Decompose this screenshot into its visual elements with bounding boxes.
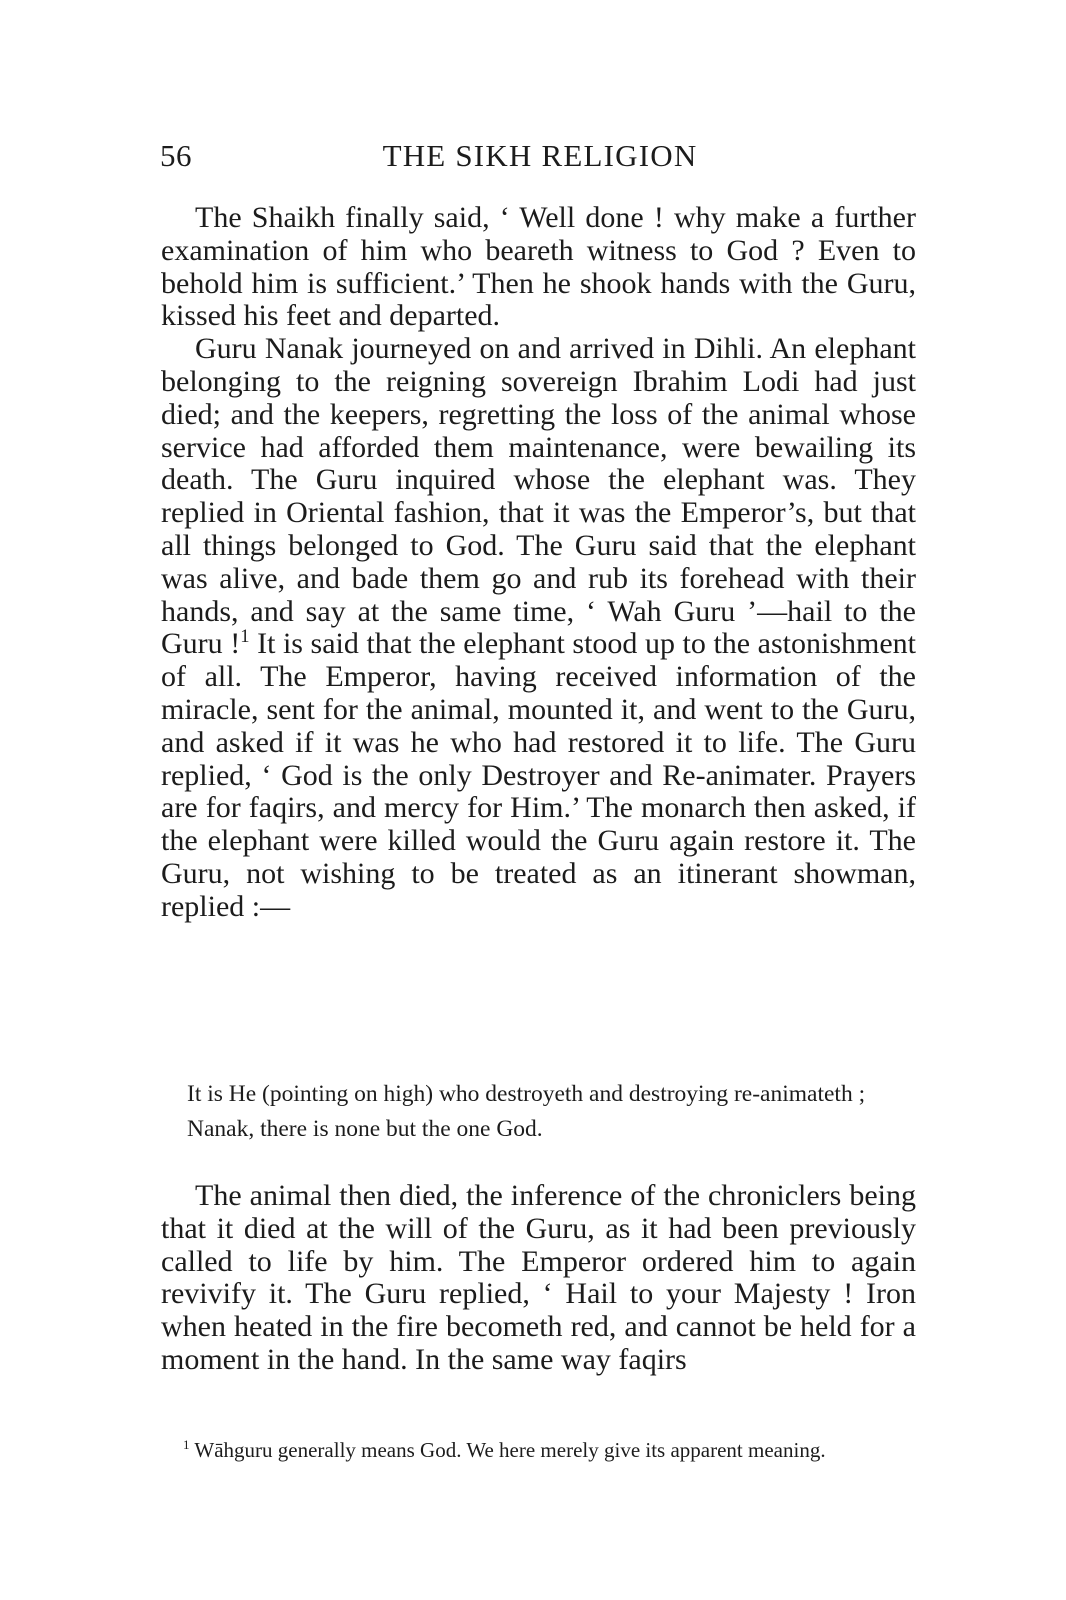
running-title: THE SIKH RELIGION [382, 138, 698, 173]
paragraph-elephant [161, 333, 916, 923]
verse-line: It is He (pointing on high) who destroyeth and destroying re-animateth ; [187, 1081, 866, 1107]
footnote-marker: 1 [183, 1437, 190, 1452]
footnote [161, 1436, 903, 1464]
verse-quotation [161, 1078, 916, 1145]
main-text-lower [161, 1180, 916, 1377]
paragraph-elephant-part1: Guru Nanak journeyed on and arrived in Dihli. An elephant belonging to the reigning sovereign Ibrahim Lodi had just died; and the keepers, regretting the loss of the animal whose service had afforded them maintenance, were bewailing its death. The Guru inquired whose the elephant was. They replied in Oriental fashion, that it was the Emperor’s, but that all things belonged to God. The Guru said that the elephant was alive, and bade them go and rub its forehead with their hands, and say at the same time, ‘ Wah Guru ’—hail to the Guru ! [161, 332, 916, 661]
footnote-text: Wāhguru generally means God. We here merely give its apparent meaning. [194, 1438, 826, 1462]
paragraph-shaikh: The Shaikh finally said, ‘ Well done ! why make a further examination of him who beareth witness to God ? Even to behold him is sufficient.’ Then he shook hands with the Guru, kissed his feet and departed. [161, 201, 916, 333]
paragraph-elephant-part2: It is said that the elephant stood up to the astonishment of all. The Emperor, having received information of the miracle, sent for the animal, mounted it, and went to the Guru, and asked if it was he who had restored it to life. The Guru replied, ‘ God is the only Destroyer and Re-animater. Prayers are for faqirs, and mercy for Him.’ The monarch then asked, if the elephant were killed would the Guru again restore it. The Guru, not wishing to be treated as an itinerant showman, replied :— [161, 627, 916, 923]
running-head [160, 138, 920, 186]
page-number: 56 [160, 138, 192, 173]
main-text-upper [161, 202, 916, 924]
footnote-reference: 1 [240, 626, 250, 648]
paragraph-animal-died: The animal then died, the inference of the chroniclers being that it died at the will of the Guru, as it had been previously called to life by him. The Emperor ordered him to again revivify it. The Guru replied, ‘ Hail to your Majesty ! Iron when heated in the fire becometh red, and cannot be held for a moment in the hand. In the same way faqirs [161, 1179, 916, 1376]
verse-line: Nanak, there is none but the one God. [187, 1115, 543, 1142]
footnote-text-block [161, 1436, 903, 1464]
